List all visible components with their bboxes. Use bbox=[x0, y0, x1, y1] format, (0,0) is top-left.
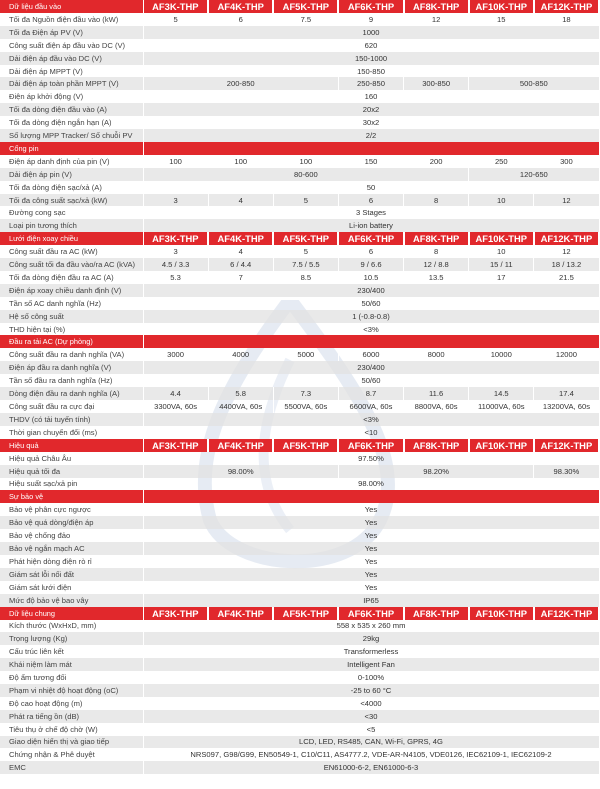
spec-label: Điện áp đầu ra danh nghĩa (V) bbox=[0, 361, 143, 374]
spec-value: 10000 bbox=[469, 348, 534, 361]
spec-row bbox=[0, 710, 599, 723]
spec-row bbox=[0, 361, 599, 374]
spec-row bbox=[0, 387, 599, 400]
spec-label: Kích thước (WxHxD, mm) bbox=[0, 620, 143, 633]
spec-row bbox=[0, 568, 599, 581]
spec-label: Hệ số công suất bbox=[0, 310, 143, 323]
spec-label: Độ cao hoạt động (m) bbox=[0, 697, 143, 710]
spec-row bbox=[0, 658, 599, 671]
spec-value: <10 bbox=[143, 426, 599, 439]
section-title: Hiệu quả bbox=[0, 439, 143, 452]
spec-value: 15 bbox=[469, 13, 534, 26]
spec-value: <4000 bbox=[143, 697, 599, 710]
spec-label: THDV (có tải tuyến tính) bbox=[0, 413, 143, 426]
spec-row bbox=[0, 671, 599, 684]
spec-value: 230/400 bbox=[143, 284, 599, 297]
spec-label: Công suất đầu ra AC (kW) bbox=[0, 245, 143, 258]
spec-label: Tiêu thụ ở chế độ chờ (W) bbox=[0, 723, 143, 736]
spec-value: 97.50% bbox=[143, 452, 599, 465]
model-header: AF3K-THP bbox=[143, 232, 208, 245]
spec-value: 6 / 4.4 bbox=[208, 258, 273, 271]
section-title: Dữ liệu chung bbox=[0, 607, 143, 620]
spec-row bbox=[0, 206, 599, 219]
spec-value: Li-ion battery bbox=[143, 219, 599, 232]
spec-label: Giao diện hiển thị và giao tiếp bbox=[0, 736, 143, 749]
spec-row bbox=[0, 129, 599, 142]
spec-row bbox=[0, 258, 599, 271]
model-header: AF5K-THP bbox=[273, 0, 338, 13]
model-header: AF4K-THP bbox=[208, 439, 273, 452]
spec-row bbox=[0, 542, 599, 555]
section-header bbox=[0, 0, 599, 13]
spec-value: 21.5 bbox=[534, 271, 599, 284]
model-header: AF8K-THP bbox=[404, 232, 469, 245]
spec-label: Hiệu suất sạc/xả pin bbox=[0, 478, 143, 491]
spec-row bbox=[0, 736, 599, 749]
spec-label: Tần số AC danh nghĩa (Hz) bbox=[0, 297, 143, 310]
spec-label: Dải điện áp MPPT (V) bbox=[0, 65, 143, 78]
spec-label: Số lượng MPP Tracker/ Số chuỗi PV bbox=[0, 129, 143, 142]
spec-value: Yes bbox=[143, 516, 599, 529]
model-header: AF10K-THP bbox=[469, 439, 534, 452]
spec-label: Độ ẩm tương đối bbox=[0, 671, 143, 684]
section-header bbox=[0, 607, 599, 620]
spec-value: 120-650 bbox=[469, 168, 599, 181]
section-title: Dữ liệu đầu vào bbox=[0, 0, 143, 13]
spec-label: Dải điện áp toàn phần MPPT (V) bbox=[0, 77, 143, 90]
model-header: AF12K-THP bbox=[534, 607, 599, 620]
spec-value: Yes bbox=[143, 568, 599, 581]
spec-value: 200-850 bbox=[143, 77, 338, 90]
spec-row bbox=[0, 465, 599, 478]
spec-label: Mức độ bảo vệ bao vây bbox=[0, 594, 143, 607]
spec-value: 14.5 bbox=[469, 387, 534, 400]
spec-value: 98.00% bbox=[143, 465, 338, 478]
model-header: AF12K-THP bbox=[534, 0, 599, 13]
spec-row bbox=[0, 374, 599, 387]
spec-row bbox=[0, 697, 599, 710]
spec-value: 50 bbox=[143, 181, 599, 194]
spec-label: Chứng nhận & Phê duyệt bbox=[0, 748, 143, 761]
spec-label: Tối đa dòng điện đầu ra AC (A) bbox=[0, 271, 143, 284]
spec-value: 150 bbox=[338, 155, 403, 168]
model-header: AF3K-THP bbox=[143, 439, 208, 452]
spec-row bbox=[0, 516, 599, 529]
model-header: AF8K-THP bbox=[404, 0, 469, 13]
section-header bbox=[0, 335, 599, 348]
spec-value: 50/60 bbox=[143, 297, 599, 310]
spec-value: Yes bbox=[143, 581, 599, 594]
spec-value: 300 bbox=[534, 155, 599, 168]
spec-value: 5000 bbox=[273, 348, 338, 361]
spec-value: 5.8 bbox=[208, 387, 273, 400]
model-header: AF4K-THP bbox=[208, 232, 273, 245]
spec-value: 80-600 bbox=[143, 168, 469, 181]
section-title: Cổng pin bbox=[0, 142, 143, 155]
spec-value: Intelligent Fan bbox=[143, 658, 599, 671]
spec-label: Cấu trúc liên kết bbox=[0, 645, 143, 658]
spec-label: THD hiện tại (%) bbox=[0, 323, 143, 336]
spec-value: 3000 bbox=[143, 348, 208, 361]
spec-value: 20x2 bbox=[143, 103, 599, 116]
spec-label: Loại pin tương thích bbox=[0, 219, 143, 232]
spec-row bbox=[0, 65, 599, 78]
spec-value: 1000 bbox=[143, 26, 599, 39]
spec-row bbox=[0, 503, 599, 516]
spec-label: Tần số đầu ra danh nghĩa (Hz) bbox=[0, 374, 143, 387]
spec-value: 150-850 bbox=[143, 65, 599, 78]
spec-label: Điện áp khởi động (V) bbox=[0, 90, 143, 103]
spec-row bbox=[0, 400, 599, 413]
spec-label: Trọng lượng (Kg) bbox=[0, 632, 143, 645]
spec-label: Phát hiện dòng điện rò rỉ bbox=[0, 555, 143, 568]
model-header: AF4K-THP bbox=[208, 607, 273, 620]
spec-row bbox=[0, 645, 599, 658]
model-header: AF8K-THP bbox=[404, 439, 469, 452]
spec-row bbox=[0, 620, 599, 633]
spec-row bbox=[0, 594, 599, 607]
spec-row bbox=[0, 181, 599, 194]
spec-row bbox=[0, 90, 599, 103]
spec-value: 150-1000 bbox=[143, 52, 599, 65]
spec-value: 200 bbox=[404, 155, 469, 168]
spec-value: 6 bbox=[208, 13, 273, 26]
spec-value: 12 bbox=[534, 245, 599, 258]
spec-row bbox=[0, 26, 599, 39]
spec-value: 7.5 bbox=[273, 13, 338, 26]
spec-value: 50/60 bbox=[143, 374, 599, 387]
spec-value: 100 bbox=[208, 155, 273, 168]
spec-value: 250 bbox=[469, 155, 534, 168]
spec-value: EN61000-6-2, EN61000-6-3 bbox=[143, 761, 599, 774]
model-header: AF3K-THP bbox=[143, 607, 208, 620]
spec-row bbox=[0, 284, 599, 297]
spec-label: Thời gian chuyển đổi (ms) bbox=[0, 426, 143, 439]
spec-value: 98.30% bbox=[534, 465, 599, 478]
spec-value: <3% bbox=[143, 323, 599, 336]
spec-value: 6 bbox=[338, 245, 403, 258]
spec-row bbox=[0, 39, 599, 52]
spec-row bbox=[0, 348, 599, 361]
spec-value: 10.5 bbox=[338, 271, 403, 284]
spec-row bbox=[0, 761, 599, 774]
spec-value: 1 (-0.8-0.8) bbox=[143, 310, 599, 323]
spec-value: 160 bbox=[143, 90, 599, 103]
spec-value: 4000 bbox=[208, 348, 273, 361]
model-header: AF8K-THP bbox=[404, 607, 469, 620]
spec-value: 10 bbox=[469, 194, 534, 207]
spec-label: Hiệu quả Châu Âu bbox=[0, 452, 143, 465]
spec-value: 8800VA, 60s bbox=[404, 400, 469, 413]
spec-row bbox=[0, 194, 599, 207]
spec-value: 4.4 bbox=[143, 387, 208, 400]
spec-value: 3300VA, 60s bbox=[143, 400, 208, 413]
model-header: AF5K-THP bbox=[273, 607, 338, 620]
spec-label: Dải điện áp đầu vào DC (V) bbox=[0, 52, 143, 65]
spec-value: 30x2 bbox=[143, 116, 599, 129]
model-header: AF10K-THP bbox=[469, 607, 534, 620]
spec-row bbox=[0, 155, 599, 168]
spec-value: 5 bbox=[273, 245, 338, 258]
spec-label: Tối đa dòng điện sạc/xả (A) bbox=[0, 181, 143, 194]
spec-value: LCD, LED, RS485, CAN, Wi-Fi, GPRS, 4G bbox=[143, 736, 599, 749]
spec-label: Tối đa Nguồn điện đầu vào (kW) bbox=[0, 13, 143, 26]
spec-value: 17.4 bbox=[534, 387, 599, 400]
model-header: AF4K-THP bbox=[208, 0, 273, 13]
spec-value: Yes bbox=[143, 542, 599, 555]
spec-value: 3 bbox=[143, 245, 208, 258]
spec-value: 5.3 bbox=[143, 271, 208, 284]
spec-value: 6000 bbox=[338, 348, 403, 361]
spec-value: 250-850 bbox=[338, 77, 403, 90]
spec-label: Bảo vệ ngắn mạch AC bbox=[0, 542, 143, 555]
spec-value: 17 bbox=[469, 271, 534, 284]
model-header: AF6K-THP bbox=[338, 439, 403, 452]
spec-value: 13.5 bbox=[404, 271, 469, 284]
spec-value: 500-850 bbox=[469, 77, 599, 90]
spec-value: Yes bbox=[143, 555, 599, 568]
spec-value: 300-850 bbox=[404, 77, 469, 90]
spec-value: 8.7 bbox=[338, 387, 403, 400]
spec-value: 230/400 bbox=[143, 361, 599, 374]
section-title: Lưới điện xoay chiều bbox=[0, 232, 143, 245]
model-header: AF6K-THP bbox=[338, 232, 403, 245]
spec-row bbox=[0, 103, 599, 116]
model-header: AF5K-THP bbox=[273, 232, 338, 245]
spec-value: Yes bbox=[143, 503, 599, 516]
spec-value: 620 bbox=[143, 39, 599, 52]
spec-value: 98.00% bbox=[143, 478, 599, 491]
spec-value: 6600VA, 60s bbox=[338, 400, 403, 413]
spec-label: Bảo vệ phân cực ngược bbox=[0, 503, 143, 516]
spec-value: 0-100% bbox=[143, 671, 599, 684]
section-header-fill bbox=[143, 335, 599, 348]
spec-value: 4.5 / 3.3 bbox=[143, 258, 208, 271]
spec-value: Yes bbox=[143, 529, 599, 542]
spec-value: 100 bbox=[273, 155, 338, 168]
spec-value: -25 to 60 °C bbox=[143, 684, 599, 697]
spec-value: 18 bbox=[534, 13, 599, 26]
spec-row bbox=[0, 748, 599, 761]
spec-value: 7.3 bbox=[273, 387, 338, 400]
spec-label: Tối đa công suất sạc/xả (kW) bbox=[0, 194, 143, 207]
model-header: AF12K-THP bbox=[534, 232, 599, 245]
spec-value: IP65 bbox=[143, 594, 599, 607]
section-header bbox=[0, 439, 599, 452]
spec-label: Điện áp xoay chiều danh định (V) bbox=[0, 284, 143, 297]
spec-value: 5 bbox=[143, 13, 208, 26]
spec-row bbox=[0, 529, 599, 542]
spec-row bbox=[0, 426, 599, 439]
spec-row bbox=[0, 452, 599, 465]
model-header: AF5K-THP bbox=[273, 439, 338, 452]
spec-row bbox=[0, 168, 599, 181]
section-header-fill bbox=[143, 142, 599, 155]
spec-value: 100 bbox=[143, 155, 208, 168]
spec-label: Phạm vi nhiệt độ hoạt động (oC) bbox=[0, 684, 143, 697]
spec-value: 98.20% bbox=[338, 465, 533, 478]
spec-value: 8.5 bbox=[273, 271, 338, 284]
spec-value: 12 bbox=[534, 194, 599, 207]
spec-row bbox=[0, 297, 599, 310]
spec-label: Điện áp danh định của pin (V) bbox=[0, 155, 143, 168]
spec-label: Bảo vệ quá dòng/điện áp bbox=[0, 516, 143, 529]
model-header: AF6K-THP bbox=[338, 607, 403, 620]
spec-value: <5 bbox=[143, 723, 599, 736]
spec-value: 8 bbox=[404, 194, 469, 207]
spec-label: Công suất đầu ra cực đại bbox=[0, 400, 143, 413]
spec-value: 12 / 8.8 bbox=[404, 258, 469, 271]
spec-value: 11.6 bbox=[404, 387, 469, 400]
spec-value: 4400VA, 60s bbox=[208, 400, 273, 413]
section-header-fill bbox=[143, 490, 599, 503]
spec-value: 5500VA, 60s bbox=[273, 400, 338, 413]
spec-value: NRS097, G98/G99, EN50549-1, C10/C11, AS4777.2, VDE-AR-N4105, VDE0126, IEC62109-1, IEC62109-2 bbox=[143, 748, 599, 761]
spec-row bbox=[0, 52, 599, 65]
spec-value: 3 Stages bbox=[143, 206, 599, 219]
section-title: Đầu ra tải AC (Dự phòng) bbox=[0, 335, 143, 348]
model-header: AF10K-THP bbox=[469, 232, 534, 245]
section-title: Sự bảo vệ bbox=[0, 490, 143, 503]
spec-value: <30 bbox=[143, 710, 599, 723]
spec-row bbox=[0, 478, 599, 491]
spec-value: 6 bbox=[338, 194, 403, 207]
spec-value: 7 bbox=[208, 271, 273, 284]
section-header bbox=[0, 142, 599, 155]
spec-value: 2/2 bbox=[143, 129, 599, 142]
spec-value: 9 / 6.6 bbox=[338, 258, 403, 271]
spec-value: 9 bbox=[338, 13, 403, 26]
spec-value: 18 / 13.2 bbox=[534, 258, 599, 271]
spec-row bbox=[0, 723, 599, 736]
spec-label: Khái niệm làm mát bbox=[0, 658, 143, 671]
spec-row bbox=[0, 271, 599, 284]
spec-row bbox=[0, 310, 599, 323]
model-header: AF6K-THP bbox=[338, 0, 403, 13]
spec-label: Công suất tối đa đầu vào/ra AC (kVA) bbox=[0, 258, 143, 271]
spec-value: 15 / 11 bbox=[469, 258, 534, 271]
spec-row bbox=[0, 116, 599, 129]
spec-value: 7.5 / 5.5 bbox=[273, 258, 338, 271]
spec-label: Công suất điện áp đầu vào DC (V) bbox=[0, 39, 143, 52]
spec-value: 8 bbox=[404, 245, 469, 258]
spec-label: Đường cong sạc bbox=[0, 206, 143, 219]
spec-label: EMC bbox=[0, 761, 143, 774]
spec-row bbox=[0, 323, 599, 336]
spec-value: 3 bbox=[143, 194, 208, 207]
spec-row bbox=[0, 684, 599, 697]
spec-value: 4 bbox=[208, 194, 273, 207]
spec-value: 8000 bbox=[404, 348, 469, 361]
spec-row bbox=[0, 219, 599, 232]
spec-value: 11000VA, 60s bbox=[469, 400, 534, 413]
model-header: AF10K-THP bbox=[469, 0, 534, 13]
spec-value: <3% bbox=[143, 413, 599, 426]
spec-value: 558 x 535 x 260 mm bbox=[143, 620, 599, 633]
spec-value: 29kg bbox=[143, 632, 599, 645]
spec-value: 12 bbox=[404, 13, 469, 26]
spec-label: Giám sát lỗi nối đất bbox=[0, 568, 143, 581]
spec-row bbox=[0, 245, 599, 258]
spec-label: Tối đa dòng điện đầu vào (A) bbox=[0, 103, 143, 116]
spec-value: Transformerless bbox=[143, 645, 599, 658]
spec-label: Giám sát lưới điện bbox=[0, 581, 143, 594]
spec-label: Phát ra tiếng ồn (dB) bbox=[0, 710, 143, 723]
spec-value: 12000 bbox=[534, 348, 599, 361]
spec-value: 10 bbox=[469, 245, 534, 258]
section-header bbox=[0, 490, 599, 503]
spec-label: Công suất đầu ra danh nghĩa (VA) bbox=[0, 348, 143, 361]
spec-label: Bảo vệ chống đảo bbox=[0, 529, 143, 542]
spec-label: Tối đa Điện áp PV (V) bbox=[0, 26, 143, 39]
model-header: AF3K-THP bbox=[143, 0, 208, 13]
spec-row bbox=[0, 413, 599, 426]
spec-row bbox=[0, 632, 599, 645]
spec-row bbox=[0, 581, 599, 594]
spec-value: 13200VA, 60s bbox=[534, 400, 599, 413]
model-header: AF12K-THP bbox=[534, 439, 599, 452]
spec-row bbox=[0, 77, 599, 90]
section-header bbox=[0, 232, 599, 245]
spec-label: Tối đa dòng điện ngắn hạn (A) bbox=[0, 116, 143, 129]
spec-value: 4 bbox=[208, 245, 273, 258]
spec-row bbox=[0, 555, 599, 568]
spec-value: 5 bbox=[273, 194, 338, 207]
spec-label: Dải điện áp pin (V) bbox=[0, 168, 143, 181]
spec-label: Dòng điện đầu ra danh nghĩa (A) bbox=[0, 387, 143, 400]
spec-row bbox=[0, 13, 599, 26]
spec-label: Hiệu quả tối đa bbox=[0, 465, 143, 478]
